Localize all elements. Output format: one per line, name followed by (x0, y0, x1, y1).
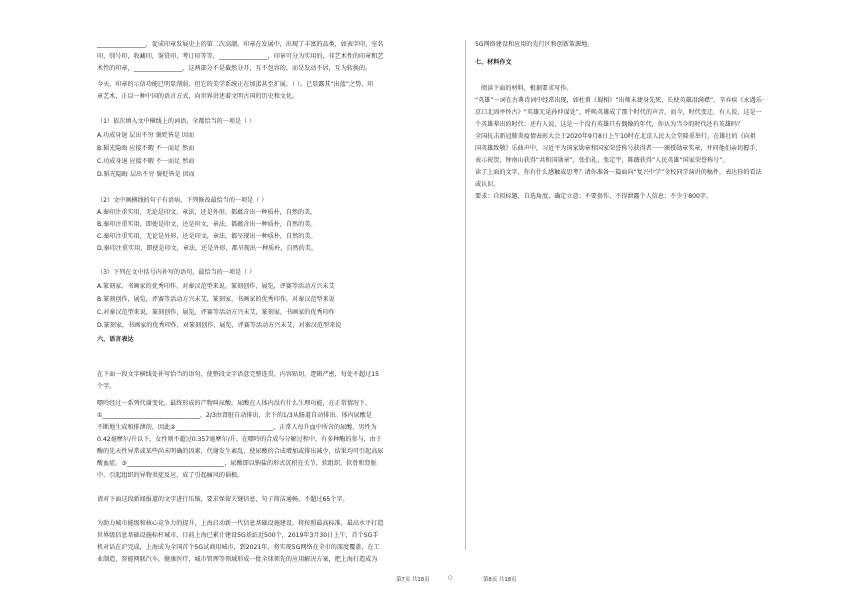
paragraph-line: ①________________________________，2/3由肾脏自动排出，余下的1/3从肠道自动排出。体内尿酸是 (97, 412, 372, 419)
paragraph-line: 读了上面的文字，你有什么感触或思考？请你准备一篇面向“复兴中学”全校同学演讲的稿件，表达你的看法 (475, 169, 762, 176)
paragraph-line: 阅读下面的材料，根据要求写作。 (481, 85, 573, 92)
paragraph-line: 表示祝贺，钟南山获得“共和国勋章”，张伯礼，张定宇，陈薇获得“人民英雄”国家荣誉称号”。 (475, 157, 729, 164)
paragraph-line: 0.42毫摩尔/升以下，女性则不超过0.357毫摩尔/升。在嘌呤的合成与分解过程中，有多种酶的参与，由于 (97, 436, 382, 443)
paragraph-line: 酶的先天性异常或某些尚未明确的因素，代谢发生紊乱，使尿酸的合成增加或排出减少，结果均可引起高尿 (97, 448, 384, 455)
paragraph-line: 印，别号印，收藏印，鉴赏印，考订印等等，________________，印章可分为实用的，非艺术性的印章和艺 (97, 53, 384, 60)
paragraph-line: 或认识。 (475, 181, 500, 188)
option-b: B.韬光隐晦 应接不暇 不一而足 然而 (97, 145, 195, 152)
paragraph-line: 章艺术，正以一种中国的语言方式，向世界讲述着文明古国的历史和文化。 (97, 93, 299, 100)
paragraph-line: 今天，印章的示信功能已明显削弱，但它的美学系统正在加蛋甚至扩展，（ ）。已显露其“出蓝”之势，印 (97, 81, 374, 88)
question-3-stem: （3）下列在文中括号内补写的语句，最恰当的一项是（ ） (97, 269, 256, 276)
option-c: C.对秦汉范型来说，篆刻创作，展览，评赛等活动方兴未艾，篆刻家，书画家的优秀印作 (97, 309, 335, 316)
paragraph-line: 嘌呤经过一系列代谢变化，最终形成的产物叫尿酸。尿酸在人体内没有什么生理功能，在正常情况下， (97, 400, 372, 407)
option-b: B.秦印注重实用，即使是印文，还是印文，章法，都蕴含出一种质朴，自然的美。 (97, 221, 317, 228)
section-heading: 六、语言表达 (97, 336, 134, 343)
option-c: C.功成身退 应接不暇 不一而足 然而 (97, 158, 195, 165)
compression-question: 请对下面这段新闻报道的文字进行压缩，要求保留关键信息，句子简洁通畅，不超过65个字。 (97, 496, 349, 503)
paragraph-line: 为助力城市能级和核心竞争力的提升，上海启动新一代信息基础设施建设，将按照最高标准，最高水平打造 (97, 520, 384, 527)
option-d: D.韬光隐晦 层出不穷 褒贬皆是 因而 (97, 171, 195, 178)
paragraph-line: 国英雄致敬》乐曲声中，习近平为国家勋章和国家荣誉称号获得者一一颁授勋章奖章，并同他们亲切握手， (475, 145, 762, 152)
paragraph-line: 术性的印章，________________，这两部分不是截然分开，互不包容的，而是发动不居，互为转换的。 (97, 65, 372, 72)
center-binding-mark: ○ (448, 575, 453, 581)
option-a: A.功成身退 层出不穷 褒贬皆是 因而 (97, 132, 195, 139)
writing-requirements: 要求：自拟标题，自选角度，确定立意；不要套作，不得泄露个人信息；不少于800字。 (475, 193, 713, 200)
question-1-stem: （1）依次填入文中横线上的词语，全都恰当的一项是（ ） (97, 118, 256, 125)
question-2-stem: （2）文中画横线的句子有语病，下列修改最恰当的一项是（ ） (97, 197, 268, 204)
paragraph-line: 个字。 (97, 383, 116, 390)
paragraph-line: 在下面一段文字横线处补写恰当的语句，使整段文字语意完整连贯，内容贴切，逻辑严密，每处不超过15 (97, 371, 379, 378)
section-heading: 七、材料作文 (475, 59, 512, 66)
option-d: D.篆刻家，书画家的优秀印作，对篆刻创作，展览，评赛等活动方兴未艾，对秦汉范型来说 (97, 322, 342, 329)
option-c: C.秦印注重实用，无论是外形，还是印文，章法，都呈现出一种质朴，自然的美。 (97, 233, 317, 240)
page-divider (465, 40, 466, 550)
option-d: D.秦印注重实用，即使是印文，章法，还是外形，都呈现出一种质朴，自然的美。 (97, 245, 317, 252)
option-b: B.篆刻创作，展览，评赛等活动方兴未艾，篆刻家，书画家的优秀印作，对秦汉范型来说 (97, 296, 335, 303)
paragraph-line: 业制造，智能网联汽车，健康医疗，城市管理等领域形成一批全球领先的应用解决方案，把上海打造成为 (97, 556, 378, 563)
paragraph-line: 全国抗击新冠肺炎疫情表彰大会于2020年9月8日上午10时在北京人民大会堂隆重举行，在雄壮的《向祖 (475, 133, 756, 140)
paragraph-line: “英雄”一词在古典诗词中经常出现，如杜甫《蜀相》“出师未捷身先死，长使英雄泪满襟”，辛弃疾《永遇乐· (475, 97, 764, 104)
paragraph-line: 京口北固亭怀古》“英雄无觅孙仲谋处”，呼唤英雄成了那个时代的声音，而今，时代变迁，有人说，这是一 (475, 109, 762, 116)
paragraph-line: 5G网络建设和应用的先行区和创新策源地。 (475, 41, 594, 48)
page-number-left: 第7页 共18页 (396, 577, 430, 583)
page-number-right: 第8页 共18页 (483, 577, 517, 583)
paragraph-line: 机对话在沪完成，上海成为全国首个5G试商用城市，到2021年，将实现5G网络在全市的深度覆盖，在工 (97, 544, 380, 551)
option-a: A.篆刻家，书画家的优秀印作，对秦汉范型来说，篆刻创作，展览，评赛等活动方兴未艾 (97, 283, 335, 290)
paragraph-line: 酸血症。③________________________________，尿酸即以钠盐的形式沉积在关节，软组织，软骨和肾脏 (97, 460, 377, 467)
paragraph-line: 个英雄辈出的时代；还有人说，这是一个没有英雄只有偶像的年代，你认为当今的时代还有英雄吗？ (475, 121, 744, 128)
paragraph-line: ________________，促成印章发展史上的第二次高潮。印章在发展中，出现了丰富的品类，如表字印，室名 (97, 41, 384, 48)
paragraph-line: 世界级信息基础设施标杆城市，目前上海已累计建设5G基站近500个，2019年3月30日上午，首个5G手 (97, 532, 379, 539)
paragraph-line: 中，引起组织的异物炎症反应，成了引起痛风的祸根。 (97, 472, 244, 479)
option-a: A.秦印注重实用，无论是印文、章法，还是外形，都蕴含出一种质朴，自然的美。 (97, 209, 317, 216)
paragraph-line: 不断地生成和排泄的，因此②________________________________，正常人每升血中所含的尿酸，男性为 (97, 424, 377, 431)
